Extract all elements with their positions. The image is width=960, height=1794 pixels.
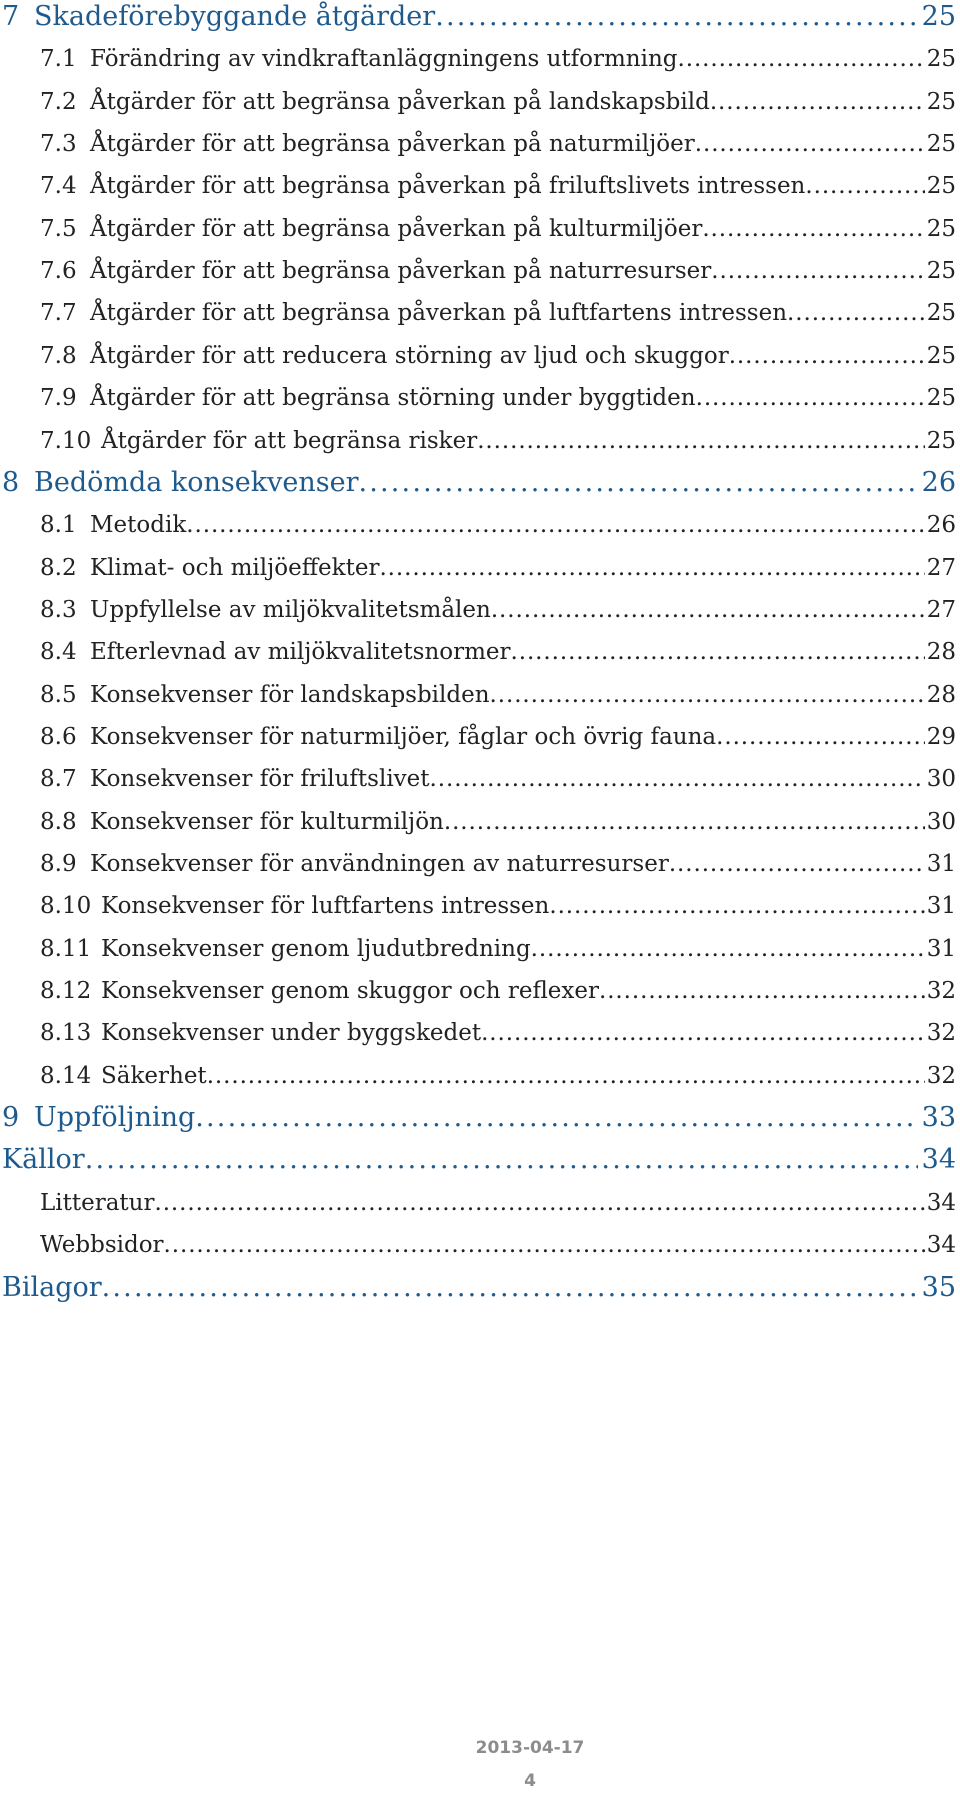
- dot-leader: [102, 1267, 918, 1309]
- toc-title: Konsekvenser under byggskedet: [101, 1020, 482, 1047]
- toc-number: 8.4: [40, 639, 77, 666]
- toc-page-number: 34: [926, 1232, 956, 1259]
- toc-entry[interactable]: [40, 631, 956, 673]
- toc-number: 8.12: [40, 978, 92, 1005]
- toc-heading[interactable]: [2, 1097, 956, 1139]
- toc-title: Bilagor: [2, 1271, 102, 1303]
- toc-page-number: 29: [926, 723, 956, 750]
- dot-leader: [164, 1224, 925, 1266]
- toc-title: Konsekvenser för naturmiljöer, fåglar och övrig fauna: [90, 723, 717, 750]
- toc-entry[interactable]: [40, 716, 956, 758]
- toc-title: Bedömda konsekvenser: [34, 466, 359, 498]
- dot-leader: [207, 1055, 925, 1097]
- footer-date: 2013-04-17: [475, 1738, 585, 1758]
- toc-page-number: 32: [926, 1062, 956, 1089]
- toc-number: 8: [2, 466, 20, 498]
- toc-entry[interactable]: [40, 420, 956, 462]
- dot-leader: [490, 674, 925, 716]
- dot-leader: [511, 631, 925, 673]
- toc-page-number: 30: [926, 766, 956, 793]
- toc-entry[interactable]: [40, 547, 956, 589]
- toc-title: Åtgärder för att begränsa påverkan på naturmiljöer: [90, 131, 695, 158]
- dot-leader: [695, 123, 925, 165]
- toc-title: Webbsidor: [40, 1232, 164, 1259]
- toc-heading[interactable]: [2, 1139, 956, 1181]
- toc-title: Källor: [2, 1144, 85, 1176]
- toc-page-number: 25: [926, 342, 956, 369]
- toc-entry[interactable]: [40, 1182, 956, 1224]
- toc-page-number: 34: [926, 1189, 956, 1216]
- dot-leader: [154, 1182, 924, 1224]
- dot-leader: [711, 250, 924, 292]
- dot-leader: [599, 970, 925, 1012]
- toc-page-number: 27: [926, 554, 956, 581]
- toc-page-number: 28: [926, 681, 956, 708]
- toc-number: 8.9: [40, 851, 77, 877]
- toc-heading[interactable]: [2, 0, 956, 38]
- toc-heading[interactable]: [2, 462, 956, 504]
- toc-title: Konsekvenser genom ljudutbredning: [101, 935, 531, 962]
- toc-title: Åtgärder för att begränsa risker: [101, 427, 478, 454]
- toc-title: Konsekvenser för friluftslivet: [90, 766, 430, 793]
- dot-leader: [710, 81, 925, 123]
- toc-page-number: 32: [926, 978, 956, 1005]
- toc-entry[interactable]: [40, 208, 956, 250]
- toc-number: 7.1: [40, 46, 77, 73]
- toc-entry[interactable]: [40, 758, 956, 800]
- toc-title: Klimat- och miljöeffekter: [90, 554, 380, 581]
- dot-leader: [805, 165, 924, 207]
- toc-title: Åtgärder för att begränsa påverkan på naturresurser: [90, 258, 712, 285]
- toc-title: Åtgärder för att begränsa påverkan på friluftslivets intressen: [90, 173, 806, 200]
- dot-leader: [359, 462, 918, 504]
- toc-page-number: 27: [926, 596, 956, 623]
- dot-leader: [531, 928, 925, 970]
- toc-entry[interactable]: [40, 843, 956, 885]
- toc-page-number: 25: [926, 258, 956, 285]
- toc-number: 7.4: [40, 173, 77, 200]
- toc-title: Åtgärder för att begränsa påverkan på luftfartens intressen: [90, 300, 788, 327]
- dot-leader: [696, 377, 925, 419]
- dot-leader: [729, 335, 925, 377]
- toc-number: 8.5: [40, 681, 77, 708]
- toc-number: 9: [2, 1102, 20, 1134]
- toc-entry[interactable]: [40, 801, 956, 843]
- toc-number: 8.14: [40, 1062, 92, 1089]
- dot-leader: [379, 547, 924, 589]
- toc-number: 7.8: [40, 342, 77, 369]
- toc-page-number: 33: [921, 1102, 956, 1134]
- dot-leader: [186, 504, 924, 546]
- footer-page-number: 4: [524, 1771, 536, 1791]
- toc-page-number: 32: [926, 1020, 956, 1047]
- dot-leader: [669, 843, 925, 885]
- toc-page-number: 34: [921, 1144, 956, 1176]
- toc-entry[interactable]: [40, 928, 956, 970]
- toc-number: 7.5: [40, 215, 77, 242]
- toc-entry[interactable]: [40, 38, 956, 80]
- toc-title: Efterlevnad av miljökvalitetsnormer: [90, 639, 511, 666]
- toc-entry[interactable]: [40, 292, 956, 334]
- toc-page-number: 25: [926, 427, 956, 454]
- dot-leader: [787, 292, 925, 334]
- toc-number: 8.10: [40, 893, 92, 920]
- toc-number: 8.7: [40, 766, 77, 793]
- toc-number: 7.6: [40, 258, 77, 285]
- toc-page-number: 25: [926, 88, 956, 115]
- toc-title: Metodik: [90, 512, 187, 539]
- toc-number: 8.13: [40, 1020, 92, 1047]
- toc-number: 8.8: [40, 808, 77, 835]
- dot-leader: [430, 758, 925, 800]
- toc-title: Litteratur: [40, 1189, 155, 1216]
- toc-title: Säkerhet: [101, 1062, 207, 1089]
- toc-page-number: 31: [926, 893, 956, 920]
- toc-number: 8.1: [40, 512, 77, 539]
- toc-heading[interactable]: [2, 1267, 956, 1309]
- dot-leader: [678, 38, 925, 80]
- toc-entry[interactable]: [40, 970, 956, 1012]
- dot-leader: [549, 885, 924, 927]
- toc-entry[interactable]: [40, 123, 956, 165]
- toc-number: 7.3: [40, 131, 77, 158]
- toc-page-number: 25: [926, 131, 956, 158]
- toc-number: 7.9: [40, 385, 77, 412]
- toc-page-number: 25: [921, 1, 956, 32]
- toc-title: Åtgärder för att begränsa störning under byggtiden: [90, 385, 696, 412]
- toc-page-number: 25: [926, 300, 956, 327]
- toc-title: Skadeförebyggande åtgärder: [34, 1, 436, 32]
- toc-entry[interactable]: [40, 674, 956, 716]
- dot-leader: [491, 589, 925, 631]
- toc-number: 7.7: [40, 300, 77, 327]
- toc-title: Konsekvenser för kulturmiljön: [90, 808, 444, 835]
- toc-number: 7.2: [40, 88, 77, 115]
- toc-page-number: 31: [926, 851, 956, 877]
- toc-title: Konsekvenser för landskapsbilden: [90, 681, 490, 708]
- toc-page-number: 25: [926, 385, 956, 412]
- dot-leader: [716, 716, 925, 758]
- toc-title: Konsekvenser för användningen av naturresurser: [90, 851, 669, 877]
- toc-page-number: 35: [921, 1271, 956, 1303]
- toc-entry[interactable]: [40, 81, 956, 123]
- toc-page-number: 28: [926, 639, 956, 666]
- dot-leader: [477, 420, 925, 462]
- dot-leader: [702, 208, 924, 250]
- toc-page-number: 25: [926, 46, 956, 73]
- toc-title: Uppfyllelse av miljökvalitetsmålen: [90, 596, 491, 623]
- toc-page-number: 25: [926, 173, 956, 200]
- toc-page-number: 30: [926, 808, 956, 835]
- toc-number: 8.2: [40, 554, 77, 581]
- toc-title: Åtgärder för att reducera störning av ljud och skuggor: [90, 342, 729, 369]
- toc-title: Åtgärder för att begränsa påverkan på kulturmiljöer: [90, 215, 703, 242]
- dot-leader: [435, 0, 917, 38]
- toc-entry[interactable]: [40, 377, 956, 419]
- toc-title: Förändring av vindkraftanläggningens utformning: [90, 46, 678, 73]
- toc-entry[interactable]: [40, 250, 956, 292]
- toc-entry[interactable]: [40, 1012, 956, 1054]
- toc-entry[interactable]: [40, 1224, 956, 1266]
- toc-number: 8.6: [40, 723, 77, 750]
- toc-page-number: 31: [926, 935, 956, 962]
- toc-number: 7.10: [40, 427, 92, 454]
- toc-title: Åtgärder för att begränsa påverkan på landskapsbild: [90, 88, 710, 115]
- toc-title: Konsekvenser genom skuggor och reflexer: [101, 978, 599, 1005]
- toc-page-number: 25: [926, 215, 956, 242]
- toc-page-number: 26: [921, 466, 956, 498]
- dot-leader: [85, 1139, 918, 1181]
- toc-entry[interactable]: [40, 165, 956, 207]
- toc-page-number: 26: [926, 512, 956, 539]
- toc-entry[interactable]: [40, 335, 956, 377]
- toc-entry[interactable]: [40, 589, 956, 631]
- dot-leader: [481, 1012, 925, 1054]
- toc-number: 8.11: [40, 935, 92, 962]
- toc-number: 7: [2, 1, 20, 32]
- dot-leader: [195, 1097, 917, 1139]
- toc-entry[interactable]: [40, 504, 956, 546]
- dot-leader: [444, 801, 925, 843]
- toc-title: Konsekvenser för luftfartens intressen: [101, 893, 550, 920]
- toc-entry[interactable]: [40, 1055, 956, 1097]
- toc-title: Uppföljning: [34, 1102, 196, 1134]
- toc-number: 8.3: [40, 596, 77, 623]
- toc-entry[interactable]: [40, 885, 956, 927]
